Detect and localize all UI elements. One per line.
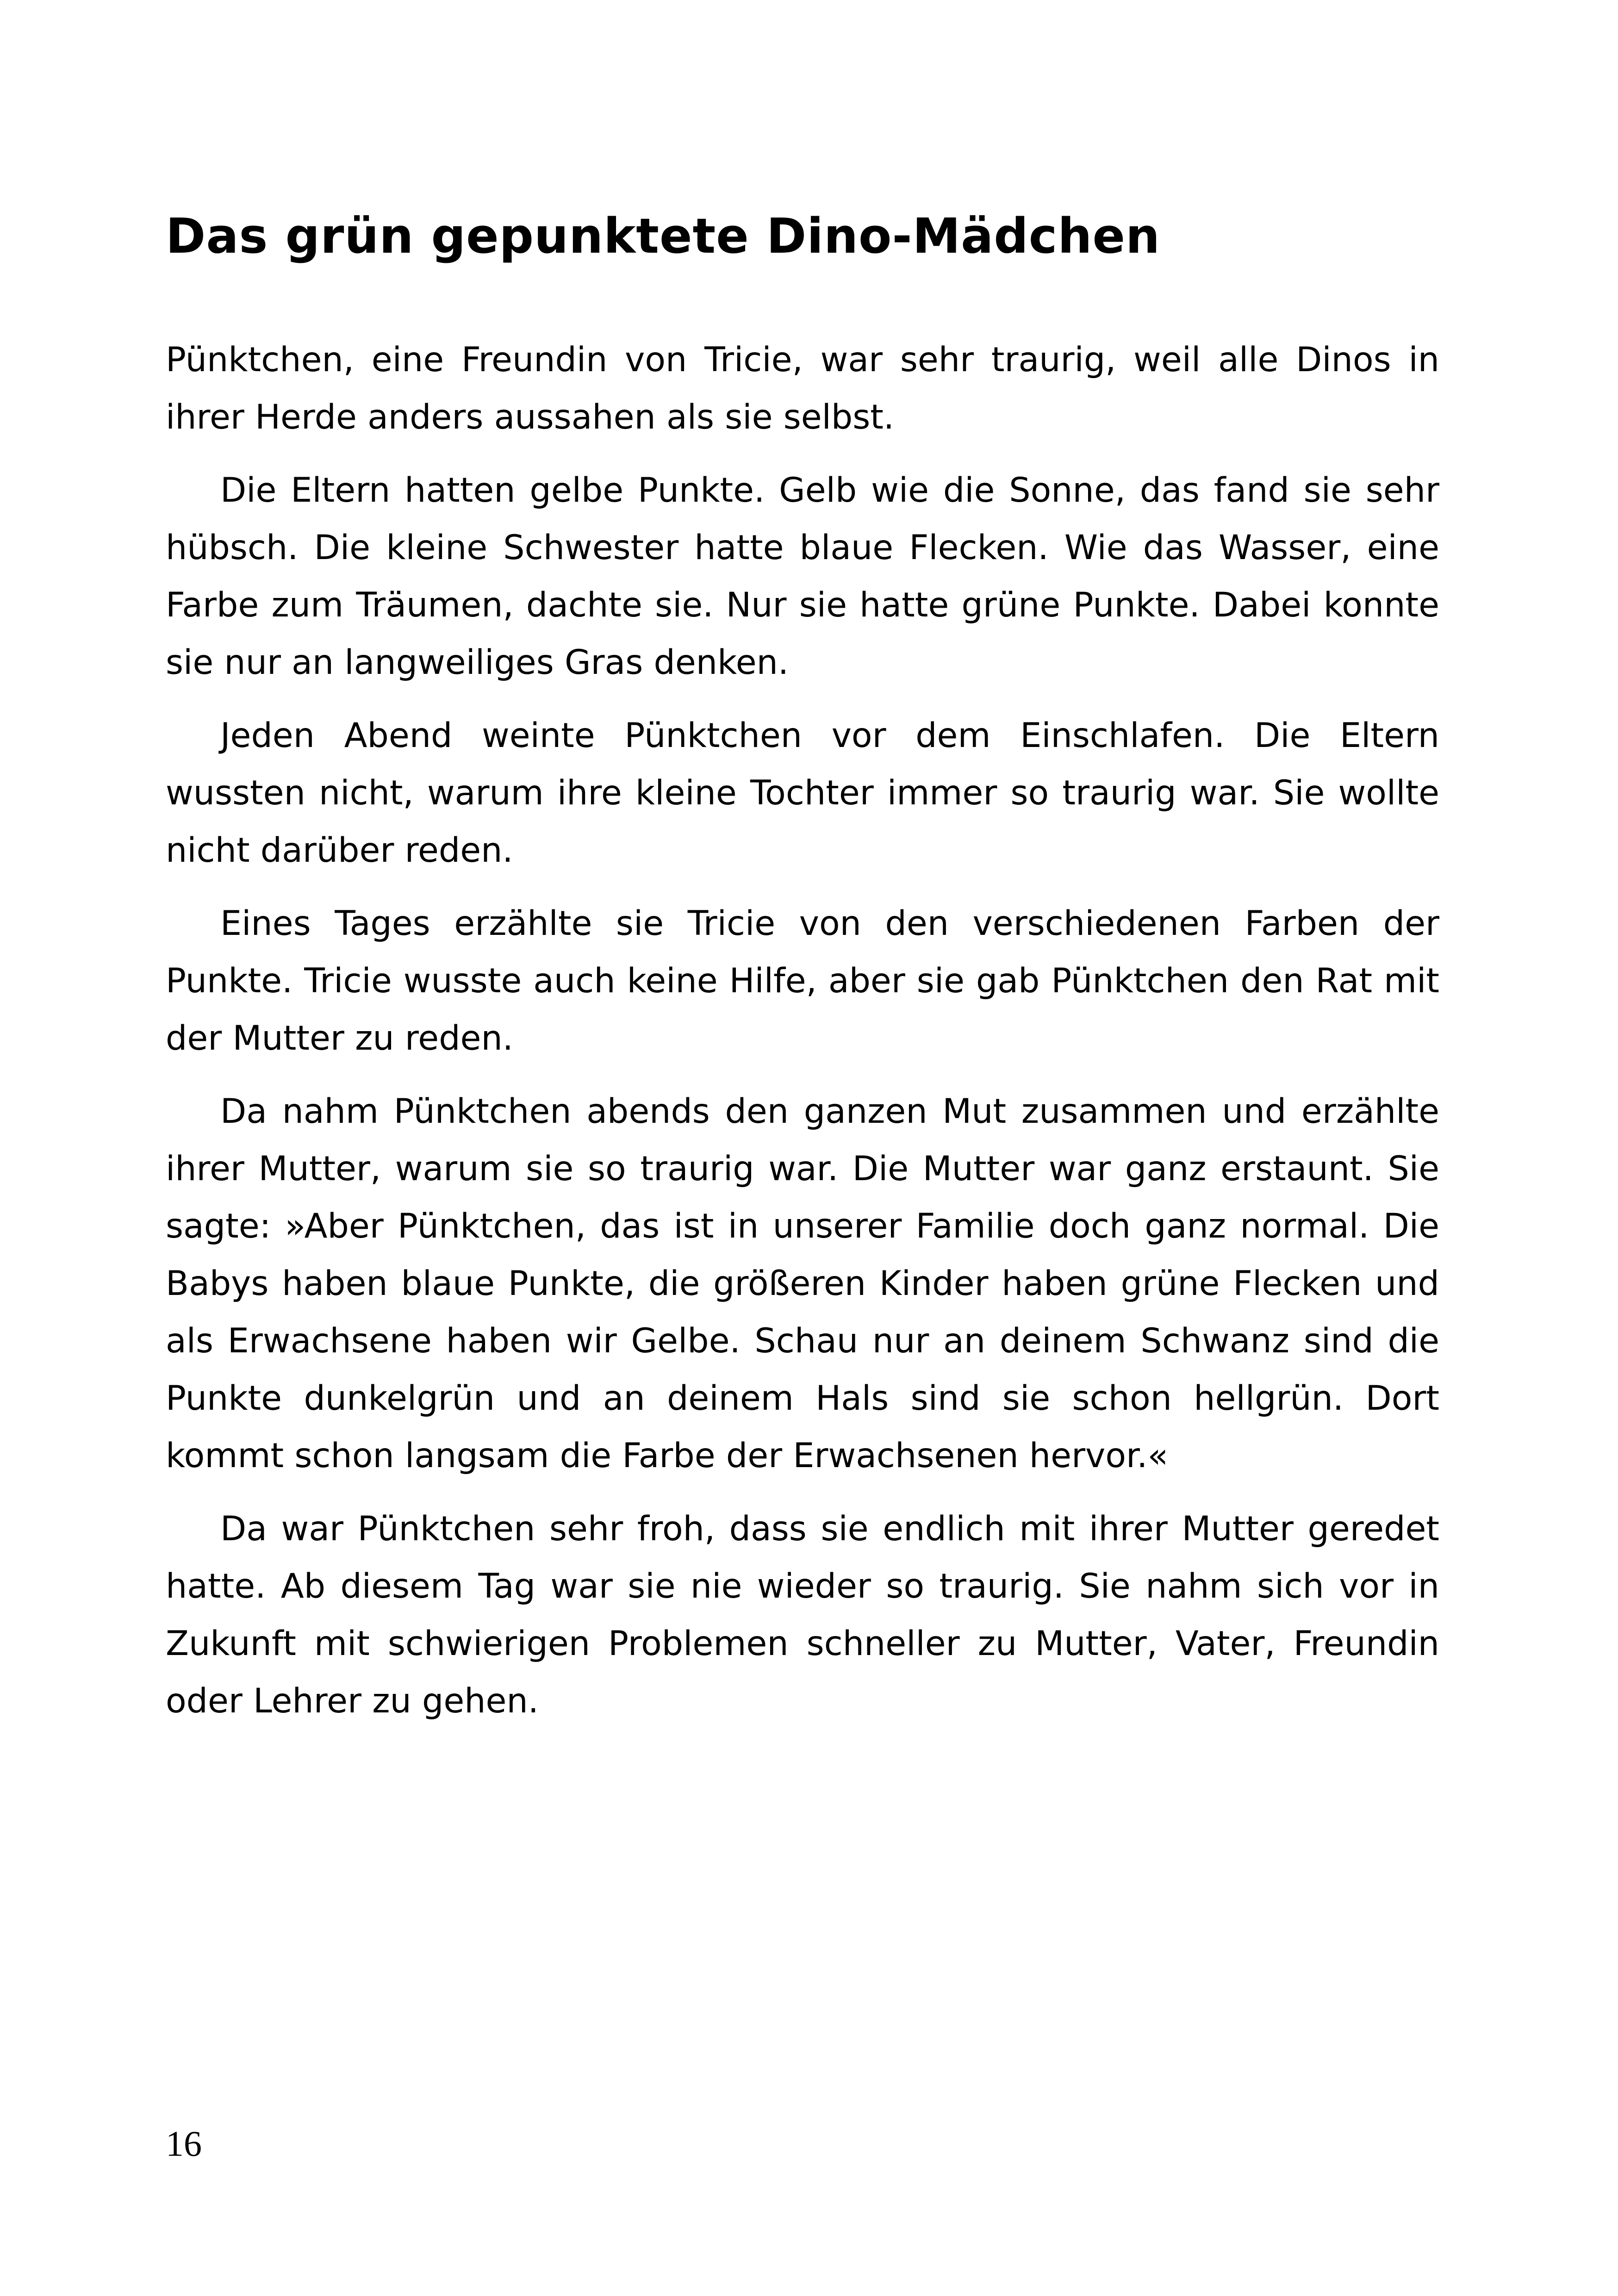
chapter-title: Das grün gepunktete Dino-Mädchen — [166, 208, 1161, 264]
chapter-body — [166, 331, 1439, 1746]
paragraph-6: Da war Pünktchen sehr froh, dass sie endlich mit ihrer Mutter geredet hatte. Ab diesem Tag war sie nie wieder so traurig. Sie nahm sich vor in Zukunft mit schwierigen Problemen schneller zu Mutter, Vater, Freundin oder Lehrer zu gehen. — [166, 1509, 1439, 1721]
paragraph-3: Jeden Abend weinte Pünktchen vor dem Einschlafen. Die Eltern wussten nicht, warum ihre kleine Tochter immer so traurig war. Sie wollte nicht darüber reden. — [166, 716, 1439, 870]
book-page — [166, 0, 1439, 2296]
page-number: 16 — [166, 2123, 202, 2164]
paragraph-4: Eines Tages erzählte sie Tricie von den verschiedenen Farben der Punkte. Tricie wusste auch keine Hilfe, aber sie gab Pünktchen den Rat mit der Mutter zu reden. — [166, 904, 1439, 1058]
paragraph-5: Da nahm Pünktchen abends den ganzen Mut zusammen und erzählte ihrer Mutter, warum sie so traurig war. Die Mutter war ganz erstaunt. Sie sagte: »Aber Pünktchen, das ist in unserer Familie doch ganz normal. Die Babys haben blaue Punkte, die größeren Kinder haben grüne Flecken und als Erwachsene haben wir Gelbe. Schau nur an deinem Schwanz sind die Punkte dunkelgrün und an deinem Hals sind sie schon hellgrün. Dort kommt schon langsam die Farbe der Erwachsenen hervor.« — [166, 1092, 1439, 1475]
paragraph-2: Die Eltern hatten gelbe Punkte. Gelb wie die Sonne, das fand sie sehr hübsch. Die kleine Schwester hatte blaue Flecken. Wie das Wasser, eine Farbe zum Träumen, dachte sie. Nur sie hatte grüne Punkte. Dabei konnte sie nur an langweiliges Gras denken. — [166, 471, 1439, 682]
paragraph-1: Pünktchen, eine Freundin von Tricie, war sehr traurig, weil alle Dinos in ihrer Herde anders aussahen als sie selbst. — [166, 340, 1439, 437]
